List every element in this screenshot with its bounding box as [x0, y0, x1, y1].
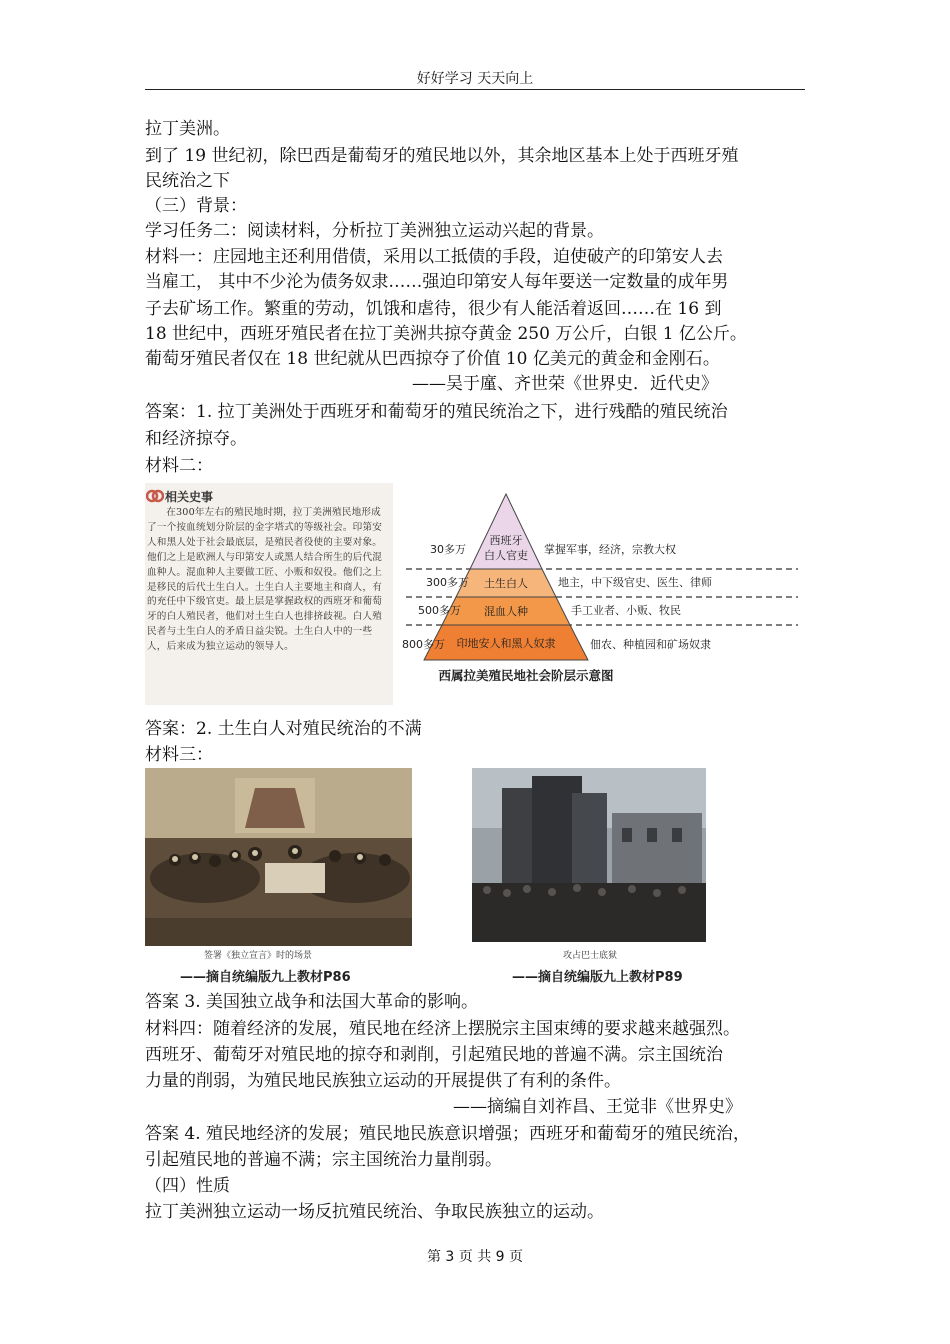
- answer-line: 引起殖民地的普遍不满；宗主国统治力量削弱。: [145, 1150, 502, 1170]
- source-citation: ——吴于廑、齐世荣《世界史．近代史》: [412, 374, 718, 394]
- section-heading: （三）背景：: [145, 196, 247, 216]
- text-line: 材料四：随着经济的发展，殖民地在经济上摆脱宗主国束缚的要求越来越强烈。: [145, 1019, 740, 1039]
- pyramid-level-2-desc: 地主，中下级官史、医生、律师: [558, 576, 712, 589]
- pyramid-level-2-label: 土生白人: [484, 577, 528, 590]
- pyramid-level-2-count: 300多万: [426, 576, 469, 589]
- text-line: 拉丁美洲独立运动一场反抗殖民统治、争取民族独立的运动。: [145, 1202, 604, 1222]
- task-title: 学习任务二：阅读材料，分析拉丁美洲独立运动兴起的背景。: [145, 221, 604, 241]
- pyramid-level-1-label-a: 西班牙: [489, 534, 523, 547]
- related-history-text: [147, 506, 389, 655]
- related-history-paragraph: 在300年左右的殖民地时期，拉丁美洲殖民地形成了一个按血统划分阶层的金字塔式的等级社会。印第安人和黑人处于社会最底层，是殖民者役使的主要对象。他们之上是欧洲人与印第安人或黑人结合所生的后代混血种人。混血种人主要做工匠、小贩和奴役。他们之上是移民的后代土生白人。土生白人主要地主和商人，有的充任中下级官吏。最上层是掌握政权的西班牙和葡萄牙的白人殖民者，他们对土生白人也排挤歧视。白人殖民者与土生白人的矛盾日益尖锐。土生白人中的一些人，后来成为独立运动的领导人。: [147, 507, 383, 653]
- text-line: 西班牙、葡萄牙对殖民地的掠夺和剥削，引起殖民地的普遍不满。宗主国统治: [145, 1045, 723, 1065]
- pyramid-level-4-desc: 佃农、种植园和矿场奴隶: [590, 638, 711, 651]
- section-heading: （四）性质: [145, 1176, 230, 1196]
- page-header: 好好学习 天天向上: [416, 71, 534, 87]
- pyramid-level-1-label-b: 白人官吏: [484, 549, 528, 562]
- answer-line: 答案：2. 土生白人对殖民统治的不满: [145, 719, 422, 739]
- material-label: 材料二：: [145, 456, 213, 476]
- social-hierarchy-pyramid: [398, 490, 810, 695]
- pyramid-level-3-count: 500多万: [418, 604, 461, 617]
- text-line: 子去矿场工作。繁重的劳动，饥饿和虐待，很少有人能活着返回……在 16 到: [145, 299, 722, 319]
- text-line: 葡萄牙殖民者仅在 18 世纪就从巴西掠夺了价值 10 亿美元的黄金和金刚石。: [145, 349, 720, 369]
- related-history-icon: [146, 487, 164, 505]
- picture-2-source: ——摘自统编版九上教材P89: [512, 970, 683, 985]
- pyramid-level-1-desc: 掌握军事，经济，宗教大权: [544, 543, 676, 556]
- text-line: 18 世纪中，西班牙殖民者在拉丁美洲共掠夺黄金 250 万公斤，白银 1 亿公斤。: [145, 324, 747, 344]
- pyramid-level-3-desc: 手工业者、小贩、牧民: [571, 604, 681, 617]
- source-citation: ——摘编自刘祚昌、王觉非《世界史》: [453, 1097, 742, 1117]
- answer-line: 和经济掠夺。: [145, 429, 247, 449]
- pyramid-level-4-count: 800多万: [402, 638, 445, 651]
- text-line: 民统治之下: [145, 171, 230, 191]
- pyramid-level-1-count: 30多万: [430, 543, 466, 556]
- pyramid-caption: 西属拉美殖民地社会阶层示意图: [438, 668, 614, 683]
- painting-1-caption: 签署《独立宣言》时的场景: [204, 951, 313, 961]
- text-line: 材料一：庄园地主还利用借债，采用以工抵债的手段，迫使破产的印第安人去: [145, 247, 723, 267]
- bastille-storming-picture: [472, 768, 706, 942]
- answer-line: 答案：1. 拉丁美洲处于西班牙和葡萄牙的殖民统治之下，进行残酷的殖民统治: [145, 402, 728, 422]
- header-rule: [145, 89, 805, 90]
- text-line: 当雇工， 其中不少沦为债务奴隶……强迫印第安人每年要送一定数量的成年男: [145, 272, 729, 292]
- painting-1-source: ——摘自统编版九上教材P86: [180, 970, 351, 985]
- answer-line: 答案 3. 美国独立战争和法国大革命的影响。: [145, 992, 479, 1012]
- answer-line: 答案 4. 殖民地经济的发展；殖民地民族意识增强；西班牙和葡萄牙的殖民统治，: [145, 1124, 751, 1144]
- page-number: 第 3 页 共 9 页: [426, 1249, 524, 1265]
- pyramid-level-3-label: 混血人种: [484, 605, 528, 618]
- material-label: 材料三：: [145, 745, 213, 765]
- picture-2-caption: 攻占巴士底狱: [563, 951, 618, 961]
- text-line: 拉丁美洲。: [145, 119, 230, 139]
- text-line: 力量的削弱，为殖民地民族独立运动的开展提供了有利的条件。: [145, 1071, 621, 1091]
- declaration-signing-painting: [145, 768, 412, 946]
- related-history-title: 相关史事: [165, 490, 214, 504]
- pyramid-level-4-label: 印地安人和黑人奴隶: [456, 637, 556, 650]
- text-line: 到了 19 世纪初，除巴西是葡萄牙的殖民地以外，其余地区基本上处于西班牙殖: [145, 146, 739, 166]
